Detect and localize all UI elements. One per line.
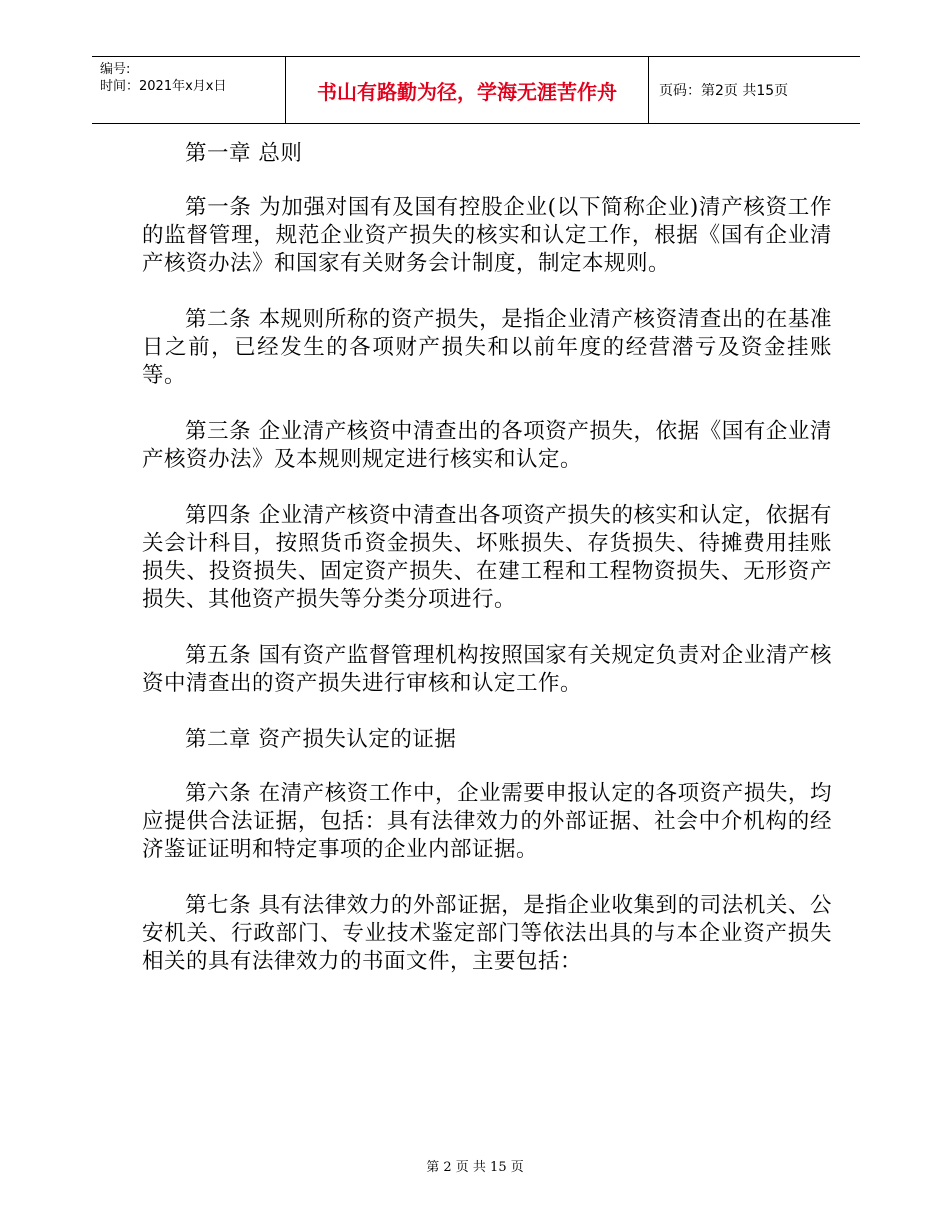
chapter-heading-2: 第二章 资产损失认定的证据 [185,727,457,752]
header-meta [92,57,286,123]
article-4: 第四条 企业清产核资中清查出各项资产损失的核实和认定，依据有关会计科目，按照货币资金损失、坏账损失、存货损失、待摊费用挂账损失、投资损失、固定资产损失、在建工程和工程物资损失、无形资产损失、其他资产损失等分类分项进行。 [142,503,832,612]
article-2: 第二条 本规则所称的资产损失，是指企业清产核资清查出的在基准日之前，已经发生的各项财产损失和以前年度的经营潜亏及资金挂账等。 [142,307,832,388]
page-header [92,56,860,124]
article-1: 第一条 为加强对国有及国有控股企业(以下简称企业)清产核资工作的监督管理，规范企业资产损失的核实和认定工作，根据《国有企业清产核资办法》和国家有关财务会计制度，制定本规则。 [142,195,832,276]
document-body [142,140,832,1004]
page-footer: 第 2 页 共 15 页 [426,1160,524,1175]
chapter-heading-1: 第一章 总则 [185,141,303,166]
header-time-label: 时间：2021年x月x日 [100,79,227,94]
article-7: 第七条 具有法律效力的外部证据，是指企业收集到的司法机关、公安机关、行政部门、专业技术鉴定部门等依法出具的与本企业资产损失相关的具有法律效力的书面文件，主要包括： [142,893,832,974]
header-number-label: 编号: [100,62,131,77]
article-5: 第五条 国有资产监督管理机构按照国家有关规定负责对企业清产核资中清查出的资产损失进行审核和认定工作。 [142,643,832,696]
article-3: 第三条 企业清产核资中清查出的各项资产损失，依据《国有企业清产核资办法》及本规则规定进行核实和认定。 [142,419,832,472]
header-motto: 书山有路勤为径，学海无涯苦作舟 [286,57,649,123]
article-6: 第六条 在清产核资工作中，企业需要申报认定的各项资产损失，均应提供合法证据，包括：具有法律效力的外部证据、社会中介机构的经济鉴证证明和特定事项的企业内部证据。 [142,781,832,862]
header-page-info: 页码：第2页 共15页 [659,83,789,99]
